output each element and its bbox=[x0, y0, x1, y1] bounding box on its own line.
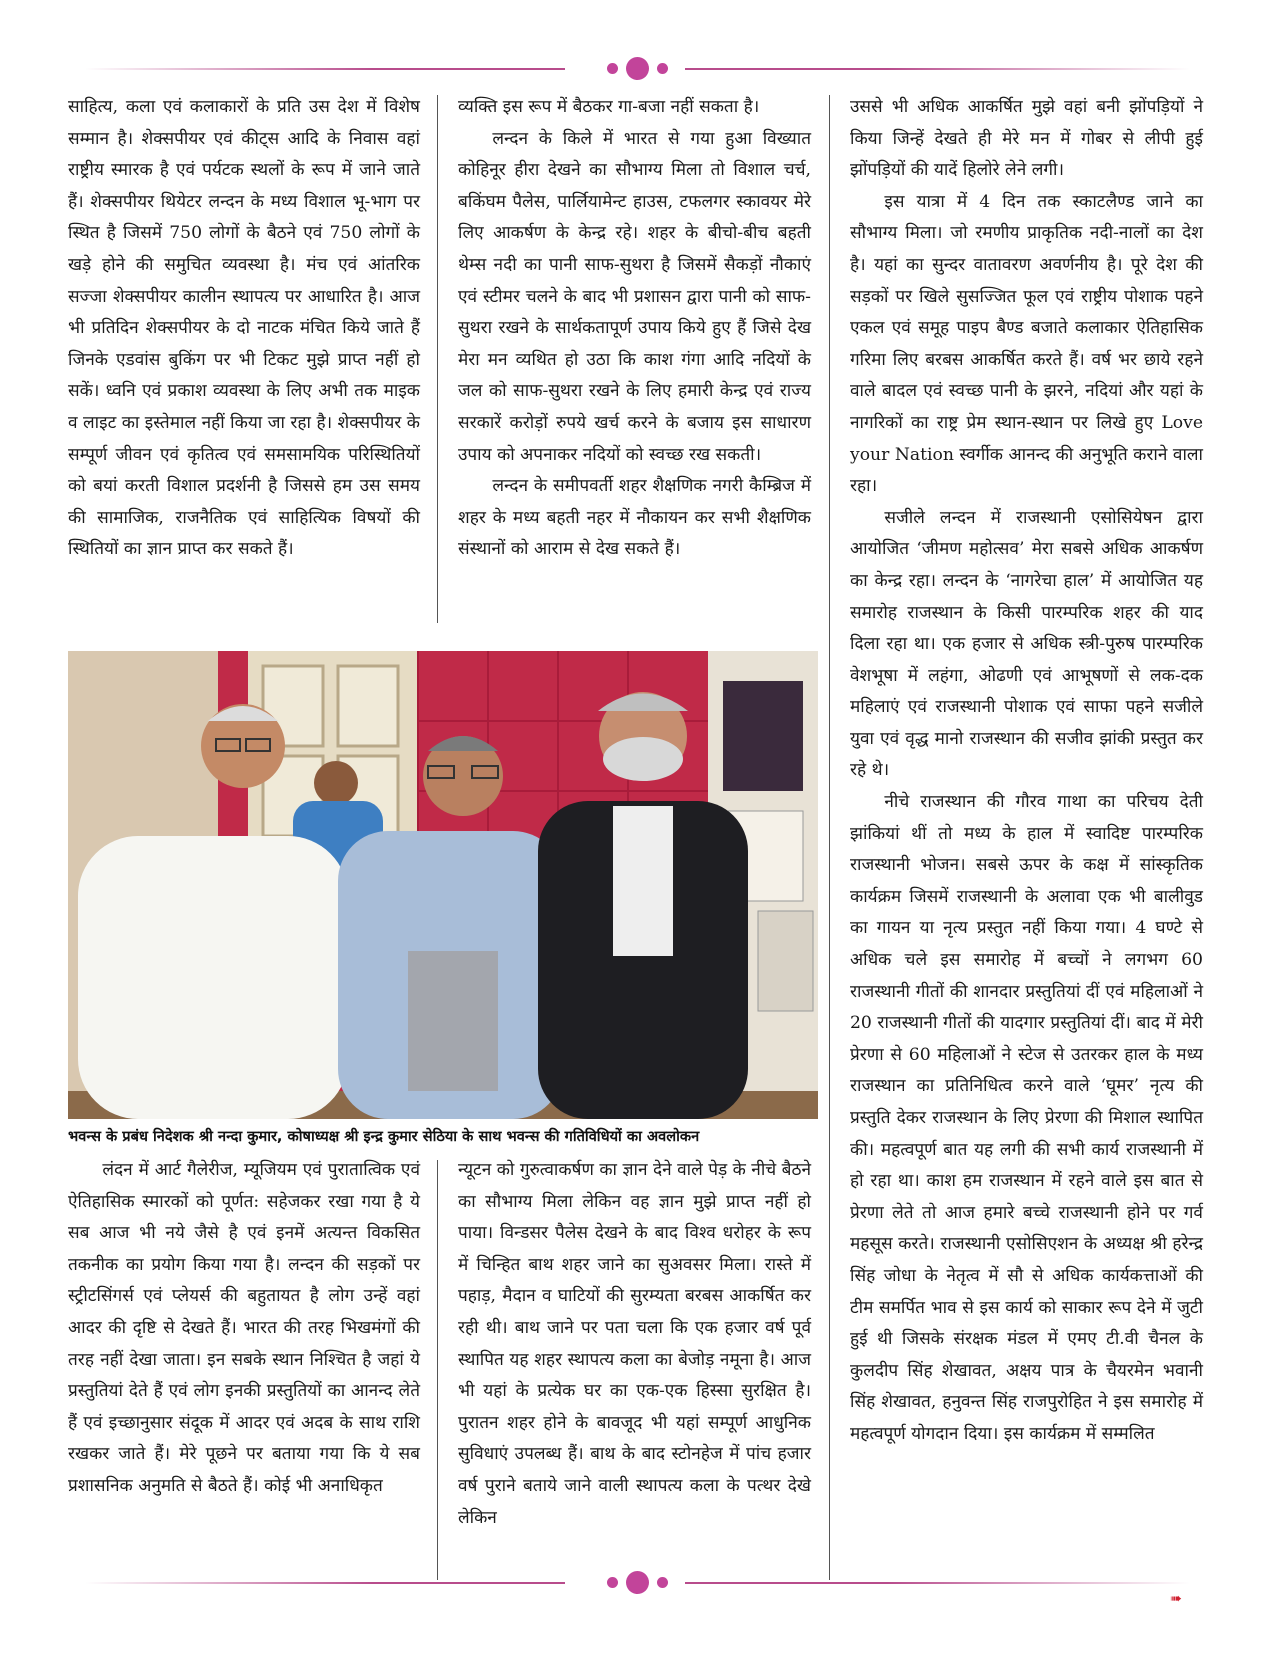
paragraph: उससे भी अधिक आकर्षित मुझे वहां बनी झोंपड़ियों ने किया जिन्हें देखते ही मेरे मन में गोबर से लीपी हुई झोंपड़ियों की यादें हिलोरे लेने लगी। bbox=[850, 97, 1203, 181]
paragraph: लंदन में आर्ट गैलेरीज, म्यूजियम एवं पुरातात्विक एवं ऐतिहासिक स्मारकों को पूर्णत: सहेजकर रखा गया है ये सब आज भी नये जैसे है एवं इनमें अत्यन्त विकसित तकनीक का प्रयोग किया गया है। लन्दन की सड़कों पर स्ट्रीटसिंगर्स एवं प्लेयर्स की बहुतायत है लोग उन्हें वहां आदर की दृष्टि से देखते हैं। भारत की तरह भिखमंगों की तरह नहीं देखा जाता। इन सबके स्थान निश्चित है जहां ये प्रस्तुतियां देते हैं एवं लोग इनकी प्रस्तुतियों का आनन्द लेते हैं एवं इच्छानुसार संदूक में आदर एवं अदब के साथ राशि रखकर जाते हैं। मेरे पूछने पर बताया गया कि ये सब प्रशासनिक अनुमति से बैठते हैं। कोई भी अनाधिकृत bbox=[68, 1160, 420, 1496]
paragraph: न्यूटन को गुरुत्वाकर्षण का ज्ञान देने वाले पेड़ के नीचे बैठने का सौभाग्य मिला लेकिन वह ज्ञान मुझे प्राप्त नहीं हो पाया। विन्डसर पैलेस देखने के बाद विश्व धरोहर के रूप में चिन्हित बाथ शहर जाने का सुअवसर मिला। रास्ते में पहाड़, मैदान व घाटियों की सुरम्यता बरबस आकर्षित कर रही थी। बाथ जाने पर पता चला कि एक हजार वर्ष पूर्व स्थापित यह शहर स्थापत्य कला का बेजोड़ नमूना है। आज भी यहां के प्रत्येक घर का एक-एक हिस्सा सुरक्षित है। पुरातन शहर होने के बावजूद भी यहां सम्पूर्ण आधुनिक सुविधाएं उपलब्ध हैं। बाथ के बाद स्टोनहेज में पांच हजार वर्ष पुराने बताये जाने वाली स्थापत्य कला के पत्थर देखे लेकिन bbox=[458, 1160, 811, 1528]
ornament-dot-small bbox=[657, 1577, 668, 1588]
paragraph: लन्दन के समीपवर्ती शहर शैक्षणिक नगरी कैम्ब्रिज में शहर के मध्य बहती नहर में नौकायन कर सभी शैक्षणिक संस्थानों को आराम से देख सकते हैं। bbox=[458, 476, 811, 560]
top-ornament-rule bbox=[85, 60, 1190, 78]
paragraph: सजीले लन्दन में राजस्थानी एसोसियेषन द्वारा आयोजित ‘जीमण महोत्सव’ मेरा सबसे अधिक आकर्षण का केन्द्र रहा। लन्दन के ‘नागरेचा हाल’ में आयोजित यह समारोह राजस्थान के किसी पारम्परिक शहर की याद दिला रहा था। एक हजार से अधिक स्त्री-पुरुष पारम्परिक वेशभूषा में लहंगा, ओढणी एवं आभूषणों से लक-दक महिलाएं एवं राजस्थानी पोशाक एवं साफा पहने सजीले युवा एवं वृद्ध मानो राजस्थान की सजीव झांकी प्रस्तुत कर रहे थे। bbox=[850, 507, 1203, 781]
column-divider bbox=[829, 95, 830, 1580]
ornament-dot-large bbox=[626, 1571, 649, 1594]
rule-line-right bbox=[685, 1582, 1190, 1584]
ornament-dot-small bbox=[657, 63, 668, 74]
paragraph: व्यक्ति इस रूप में बैठकर गा-बजा नहीं सकता है। bbox=[458, 97, 760, 117]
continue-arrow-icon: ➠ bbox=[1170, 1591, 1182, 1607]
article-column-right bbox=[850, 92, 1203, 1451]
group-photo-illustration bbox=[68, 651, 818, 1119]
article-column-bottom-middle bbox=[458, 1155, 811, 1534]
article-column-bottom-left bbox=[68, 1155, 420, 1503]
paragraph: इस यात्रा में 4 दिन तक स्काटलैण्ड जाने का सौभाग्य मिला। जो रमणीय प्राकृतिक नदी-नालों का देश है। यहां का सुन्दर वातावरण अवर्णनीय है। पूरे देश की सड़कों पर खिले सुसज्जित फूल एवं राष्ट्रीय पोशाक पहने एकल एवं समूह पाइप बैण्ड बजाते कलाकार ऐतिहासिक गरिमा लिए बरबस आकर्षित करते हैं। वर्ष भर छाये रहने वाले बादल एवं स्वच्छ पानी के झरने, नदियां और यहां के नागरिकों का राष्ट्र प्रेम स्थान-स्थान पर लिखे हुए Love your Nation स्वर्गीक आनन्द की अनुभूति कराने वाला रहा। bbox=[850, 191, 1203, 497]
ornament-dot-small bbox=[607, 63, 618, 74]
column-divider bbox=[437, 1160, 438, 1580]
article-column-top-left bbox=[68, 92, 420, 566]
photo-caption: भवन्स के प्रबंध निदेशक श्री नन्दा कुमार, कोषाध्यक्ष श्री इन्द्र कुमार सेठिया के साथ भवन्स की गतिविधियों का अवलोकन bbox=[68, 1128, 700, 1145]
group-photo bbox=[68, 651, 818, 1119]
paragraph: साहित्य, कला एवं कलाकारों के प्रति उस देश में विशेष सम्मान है। शेक्सपीयर एवं कीट्स आदि के निवास वहां राष्ट्रीय स्मारक है एवं पर्यटक स्थलों के रूप में जाने जाते हैं। शेक्सपीयर थियेटर लन्दन के मध्य विशाल भू-भाग पर स्थित है जिसमें 750 लोगों के बैठने एवं 750 लोगों के खड़े होने की समुचित व्यवस्था है। मंच एवं आंतरिक सज्जा शेक्सपीयर कालीन स्थापत्य पर आधारित है। आज भी प्रतिदिन शेक्सपीयर के दो नाटक मंचित किये जाते हैं जिनके एडवांस बुकिंग पर भी टिकट मुझे प्राप्त नहीं हो सकें। ध्वनि एवं प्रकाश व्यवस्था के लिए अभी तक माइक व लाइट का इस्तेमाल नहीं किया जा रहा है। शेक्सपीयर के सम्पूर्ण जीवन एवं कृतित्व एवं समसामयिक परिस्थितियों को बयां करती विशाल प्रदर्शनी है जिससे हम उस समय की सामाजिक, राजनैतिक एवं साहित्यिक विषयों की स्थितियों का ज्ञान प्राप्त कर सकते हैं। bbox=[68, 97, 420, 560]
ornament-dot-small bbox=[607, 1577, 618, 1588]
bottom-ornament-rule bbox=[85, 1574, 1190, 1592]
ornament-dot-large bbox=[626, 57, 649, 80]
rule-line-left bbox=[85, 68, 565, 70]
article-column-top-middle bbox=[458, 92, 811, 566]
column-divider bbox=[437, 95, 438, 623]
paragraph: नीचे राजस्थान की गौरव गाथा का परिचय देती झांकियां थीं तो मध्य के हाल में स्वादिष्ट पारम्परिक राजस्थानी भोजन। सबसे ऊपर के कक्ष में सांस्कृतिक कार्यक्रम जिसमें राजस्थानी के अलावा एक भी बालीवुड का गायन या नृत्य प्रस्तुत नहीं किया गया। 4 घण्टे से अधिक चले इस समारोह में बच्चों ने लगभग 60 राजस्थानी गीतों की शानदार प्रस्तुतियां दीं एवं महिलाओं ने 20 राजस्थानी गीतों की यादगार प्रस्तुतियां दीं। बाद में मेरी प्रेरणा से 60 महिलाओं ने स्टेज से उतरकर हाल के मध्य राजस्थान का प्रतिनिधित्व करने वाले ‘घूमर’ नृत्य की प्रस्तुति देकर राजस्थान के लिए प्रेरणा की मिशाल स्थापित की। महत्वपूर्ण बात यह लगी की सभी कार्य राजस्थानी में हो रहा था। काश हम राजस्थान में रहने वाले इस बात से प्रेरणा लेते तो आज हमारे बच्चे राजस्थानी होने पर गर्व महसूस करते। राजस्थानी एसोसिएशन के अध्यक्ष श्री हरेन्द्र सिंह जोधा के नेतृत्व में सौ से अधिक कार्यकत्ताओं की टीम समर्पित भाव से इस कार्य को साकार रूप देने में जुटी हुई थी जिसके संरक्षक मंडल में एमए टी.वी चैनल के कुलदीप सिंह शेखावत, अक्षय पात्र के चैयरमेन भवानी सिंह शेखावत, हनुवन्त सिंह राजपुरोहित ने इस समारोह में महत्वपूर्ण योगदान दिया। इस कार्यक्रम में सम्मलित bbox=[850, 792, 1203, 1444]
rule-line-left bbox=[85, 1582, 565, 1584]
rule-line-right bbox=[685, 68, 1190, 70]
paragraph: लन्दन के किले में भारत से गया हुआ विख्यात कोहिनूर हीरा देखने का सौभाग्य मिला तो विशाल चर्च, बकिंघम पैलेस, पार्लियामेन्ट हाउस, टफलगर स्कावयर मेरे लिए आकर्षण के केन्द्र रहे। शहर के बीचो-बीच बहती थेम्स नदी का पानी साफ-सुथरा है जिसमें सैकड़ों नौकाएं एवं स्टीमर चलने के बाद भी प्रशासन द्वारा पानी को साफ-सुथरा रखने के सार्थकतापूर्ण उपाय किये हुए हैं जिसे देख मेरा मन व्यथित हो उठा कि काश गंगा आदि नदियों के जल को साफ-सुथरा रखने के लिए हमारी केन्द्र एवं राज्य सरकारें करोड़ों रुपये खर्च करने के बजाय इस साधारण उपाय को अपनाकर नदियों को स्वच्छ रख सकती। bbox=[458, 128, 811, 465]
